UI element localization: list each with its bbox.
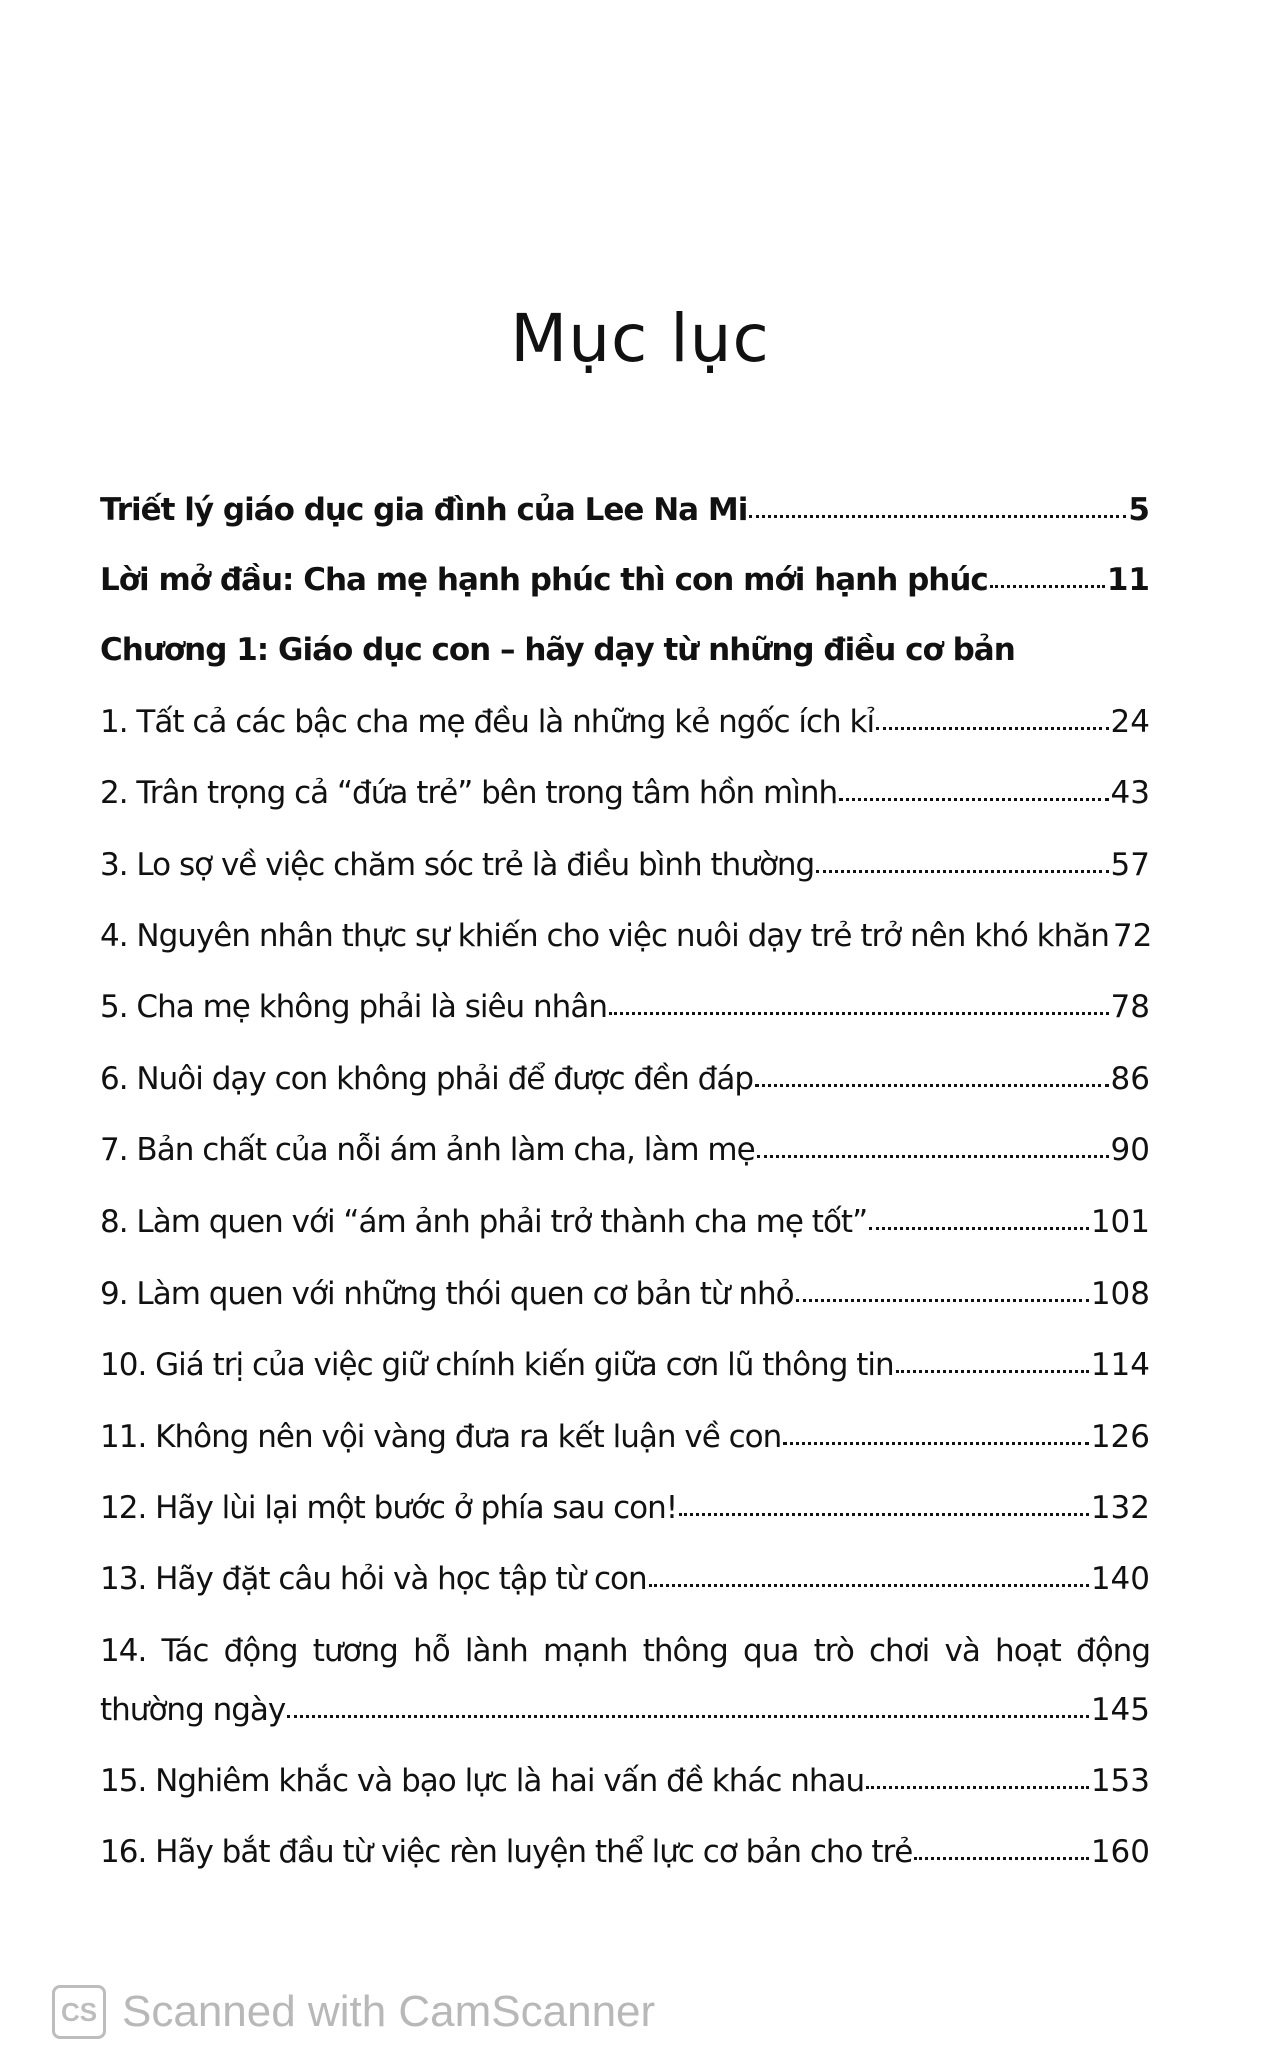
toc-entry xyxy=(100,1130,1150,1170)
toc-entry-label: 4. Nguyên nhân thực sự khiến cho việc nuôi dạy trẻ trở nên khó khăn xyxy=(100,918,1109,954)
toc-entry-label: 1. Tất cả các bậc cha mẹ đều là những kẻ ngốc ích kỉ xyxy=(100,704,875,740)
dot-leader xyxy=(755,1080,1109,1087)
toc-entry-page: 86 xyxy=(1110,1061,1150,1097)
toc-entry xyxy=(100,916,1153,956)
toc-entry xyxy=(100,1417,1150,1457)
toc-entry-label: Triết lý giáo dục gia đình của Lee Na Mi xyxy=(100,492,748,528)
toc-entry-page: 78 xyxy=(1110,989,1150,1025)
toc-entry-label: 7. Bản chất của nỗi ám ảnh làm cha, làm mẹ xyxy=(100,1132,755,1168)
toc-entry-page: 72 xyxy=(1112,918,1153,954)
dot-leader xyxy=(609,1008,1109,1015)
toc-entry xyxy=(100,1559,1150,1599)
dot-leader xyxy=(839,794,1108,801)
toc-entry-page: 153 xyxy=(1090,1763,1150,1799)
dot-leader xyxy=(816,866,1108,873)
page-title: Mục lục xyxy=(510,300,770,377)
toc-entry-label: 5. Cha mẹ không phải là siêu nhân xyxy=(100,989,607,1025)
dot-leader xyxy=(869,1223,1089,1230)
toc-entry xyxy=(100,1345,1150,1385)
toc-entry-page: 90 xyxy=(1110,1132,1150,1168)
toc-entry-label: Lời mở đầu: Cha mẹ hạnh phúc thì con mới hạnh phúc xyxy=(100,562,988,598)
chapter-title: Chương 1: Giáo dục con – hãy dạy từ những điều cơ bản xyxy=(100,632,1015,668)
toc-entry xyxy=(100,1832,1150,1872)
camscanner-logo-icon: CS xyxy=(52,1985,106,2039)
toc-entry-label: 15. Nghiêm khắc và bạo lực là hai vấn đề khác nhau xyxy=(100,1763,865,1799)
toc-entry-page: 132 xyxy=(1090,1490,1150,1526)
toc-entry-page: 140 xyxy=(1090,1561,1150,1597)
toc-entry-label: 3. Lo sợ về việc chăm sóc trẻ là điều bình thường xyxy=(100,847,815,883)
dot-leader xyxy=(990,581,1105,588)
toc-entry xyxy=(100,1202,1150,1242)
dot-leader xyxy=(914,1853,1088,1860)
toc-entry xyxy=(100,702,1150,742)
toc-entry xyxy=(100,1059,1150,1099)
dot-leader xyxy=(287,1711,1089,1718)
toc-entry-page: 145 xyxy=(1090,1692,1150,1728)
toc-entry-line1: 14. Tác động tương hỗ lành mạnh thông qua trò chơi và hoạt động xyxy=(100,1633,1150,1669)
toc-entry xyxy=(100,1761,1150,1801)
toc-entry-page: 24 xyxy=(1110,704,1150,740)
toc-entry-foreword xyxy=(100,560,1150,600)
dot-leader xyxy=(866,1782,1089,1789)
toc-entry-page: 160 xyxy=(1090,1834,1150,1870)
toc-entry-page: 43 xyxy=(1110,775,1150,811)
dot-leader xyxy=(749,511,1126,518)
scanner-watermark xyxy=(52,1985,655,2039)
toc-entry-label: 13. Hãy đặt câu hỏi và học tập từ con xyxy=(100,1561,647,1597)
dot-leader xyxy=(649,1580,1089,1587)
toc-entry-label: 12. Hãy lùi lại một bước ở phía sau con! xyxy=(100,1490,678,1526)
toc-entry xyxy=(100,1690,1150,1730)
toc-entry xyxy=(100,1274,1150,1314)
toc-entry-page: 126 xyxy=(1090,1419,1150,1455)
toc-entry-label: 8. Làm quen với “ám ảnh phải trở thành cha mẹ tốt” xyxy=(100,1204,868,1240)
toc-entry-label: thường ngày xyxy=(100,1692,286,1728)
dot-leader xyxy=(796,1295,1089,1302)
toc-entry-page: 5 xyxy=(1128,492,1150,528)
dot-leader xyxy=(783,1438,1089,1445)
toc-entry-page: 101 xyxy=(1090,1204,1150,1240)
dot-leader xyxy=(679,1509,1089,1516)
toc-entry xyxy=(100,1488,1150,1528)
toc-entry xyxy=(100,845,1150,885)
toc-entry-page: 114 xyxy=(1090,1347,1150,1383)
toc-entry-preface-philosophy xyxy=(100,490,1150,530)
toc-entry-label: 11. Không nên vội vàng đưa ra kết luận về con xyxy=(100,1419,782,1455)
toc-entry-label: 16. Hãy bắt đầu từ việc rèn luyện thể lực cơ bản cho trẻ xyxy=(100,1834,913,1870)
chapter-heading xyxy=(100,630,1150,670)
toc-entry-label: 9. Làm quen với những thói quen cơ bản từ nhỏ xyxy=(100,1276,794,1312)
toc-entry xyxy=(100,987,1150,1027)
toc-entry-label: 6. Nuôi dạy con không phải để được đền đáp xyxy=(100,1061,754,1097)
dot-leader xyxy=(876,723,1108,730)
dot-leader xyxy=(896,1366,1089,1373)
toc-entry xyxy=(100,773,1150,813)
dot-leader xyxy=(757,1151,1109,1158)
toc-entry-page: 108 xyxy=(1090,1276,1150,1312)
toc-entry-page: 57 xyxy=(1110,847,1150,883)
toc-entry-page: 11 xyxy=(1106,562,1150,598)
toc-entry-label: 2. Trân trọng cả “đứa trẻ” bên trong tâm hồn mình xyxy=(100,775,838,811)
watermark-text: Scanned with CamScanner xyxy=(122,1987,656,2036)
toc-entry-label: 10. Giá trị của việc giữ chính kiến giữa cơn lũ thông tin xyxy=(100,1347,894,1383)
